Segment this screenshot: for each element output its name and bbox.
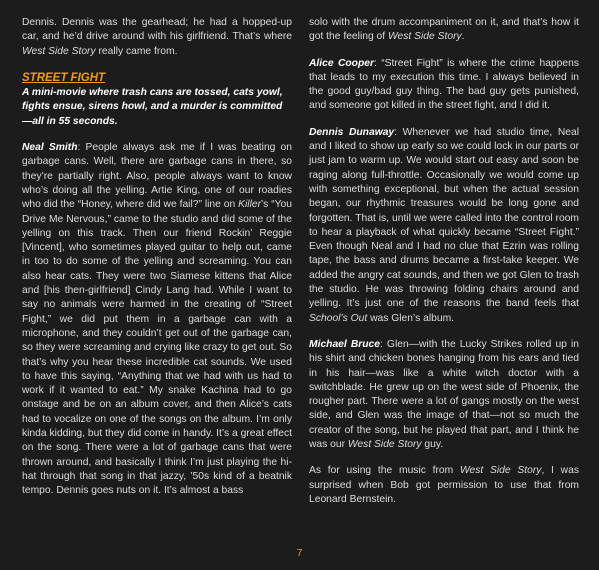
continued-paragraph: solo with the drum accompaniment on it, and that’s how it got the feeling of West Side Story.: [309, 17, 579, 43]
title-reference: Killer: [238, 199, 262, 211]
intro-paragraph: Dennis. Dennis was the gearhead; he had a hopped-up car, and he’d drive around with his girlfriend. That’s where West Side Story really came from.: [22, 17, 292, 57]
section-title: STREET FIGHT: [22, 71, 106, 84]
title-reference: School’s Out: [309, 312, 368, 324]
page-number: 7: [296, 547, 303, 559]
quote-neal-smith: Neal Smith: People always ask me if I was beating on garbage cans. Well, there are garbage cans in there, so they’re partially right. Also, people always want to know who’s doing all the yelling. Artie King, one of our roadies who did the “Honey, where did we fail?” line on Killer’s “You Drive Me Nervous,” came to the studio and did some of the yelling on this track. Then our friend Rockin’ Reggie [Vincent], who sometimes played guitar to help out, came in too to do some of the yelling and screaming. You can also hear cats. They were two Siamese kittens that Alice and [his then-girlfriend] Cindy Lang had. While I want to say no animals were harmed in the creating of “Street Fight,” we did put them in a garbage can with a microphone, and they couldn’t get out of the garbage can, so they were screaming and crying like crazy to get out. So that’s why you hear these incredible cat sounds. We used to have this saying, “Anything that we had with us had to work if it wanted to eat.” My snake Kachina had to go onstage and be on an album cover, and then Alice’s cats had to vocalize on one of the songs on the album. I’m only kinda kidding, but they did come in handy. It’s a great effect on the song. There were a lot of garbage cans that were thrown around, and basically I think I’m just playing the hi-hat through that song in that jazzy, ’50s kind of a beatnik tempo. Dennis goes nuts on it. It’s almost a bass: [22, 142, 293, 497]
speaker-name: Alice Cooper: [309, 57, 374, 69]
speaker-name: Dennis Dunaway: [309, 126, 395, 138]
left-column: [22, 16, 292, 511]
quote-alice-cooper: Alice Cooper: “Street Fight” is where the crime happens that leads to my execution this time. I always believed in the good guy/bad guy thing. The bad guy gets punished, and someone got killed in the street fight, and I did it.: [309, 57, 579, 112]
section-lead: A mini-movie where trash cans are tossed, cats yowl, fights ensue, sirens howl, and a murder is committed—all in 55 seconds.: [22, 87, 283, 127]
title-reference: West Side Story: [22, 45, 96, 57]
right-column: [309, 16, 579, 519]
title-reference: West Side Story: [388, 31, 462, 43]
title-reference: West Side Story: [347, 439, 422, 451]
speaker-name: Michael Bruce: [309, 338, 381, 350]
quote-michael-bruce: Michael Bruce: Glen—with the Lucky Strikes rolled up in his shirt and chicken bones hanging from his ears and tied in his hair—was like a white witch doctor with a switchblade. He grew up on the west side of Phoenix, the rougher part. There were a lot of gangs mostly on the west side, and Glen was the image of that—not so much the creator of the song, but he played that part, and I think he was our West Side Story guy.: [309, 338, 579, 451]
speaker-name: Neal Smith: [22, 142, 78, 154]
quote-dennis-dunaway: Dennis Dunaway: Whenever we had studio time, Neal and I liked to show up early so we could lock in our parts or just jam to warm up. We would start out easy and soon be raging along full-throttle. Occasionally we would come up with something exceptional, but when the actual session began, our rhythmic treasures would be long gone and forgotten. That is, until we were called into the control room to hear a playback of what quickly became “Street Fight.” Even though Neal and I had no clue that Ezrin was rolling tape, the bass and drums became a first-take keeper. We added the angry cat sounds, and then we got Glen to trash the studio. He was throwing folding chairs around and yelling. It’s just one of the reasons the band feels that School’s Out was Glen’s album.: [309, 126, 580, 324]
closing-paragraph: As for using the music from West Side Story, I was surprised when Bob got permission to use that from Leonard Bernstein.: [309, 465, 579, 505]
title-reference: West Side Story: [460, 465, 542, 477]
